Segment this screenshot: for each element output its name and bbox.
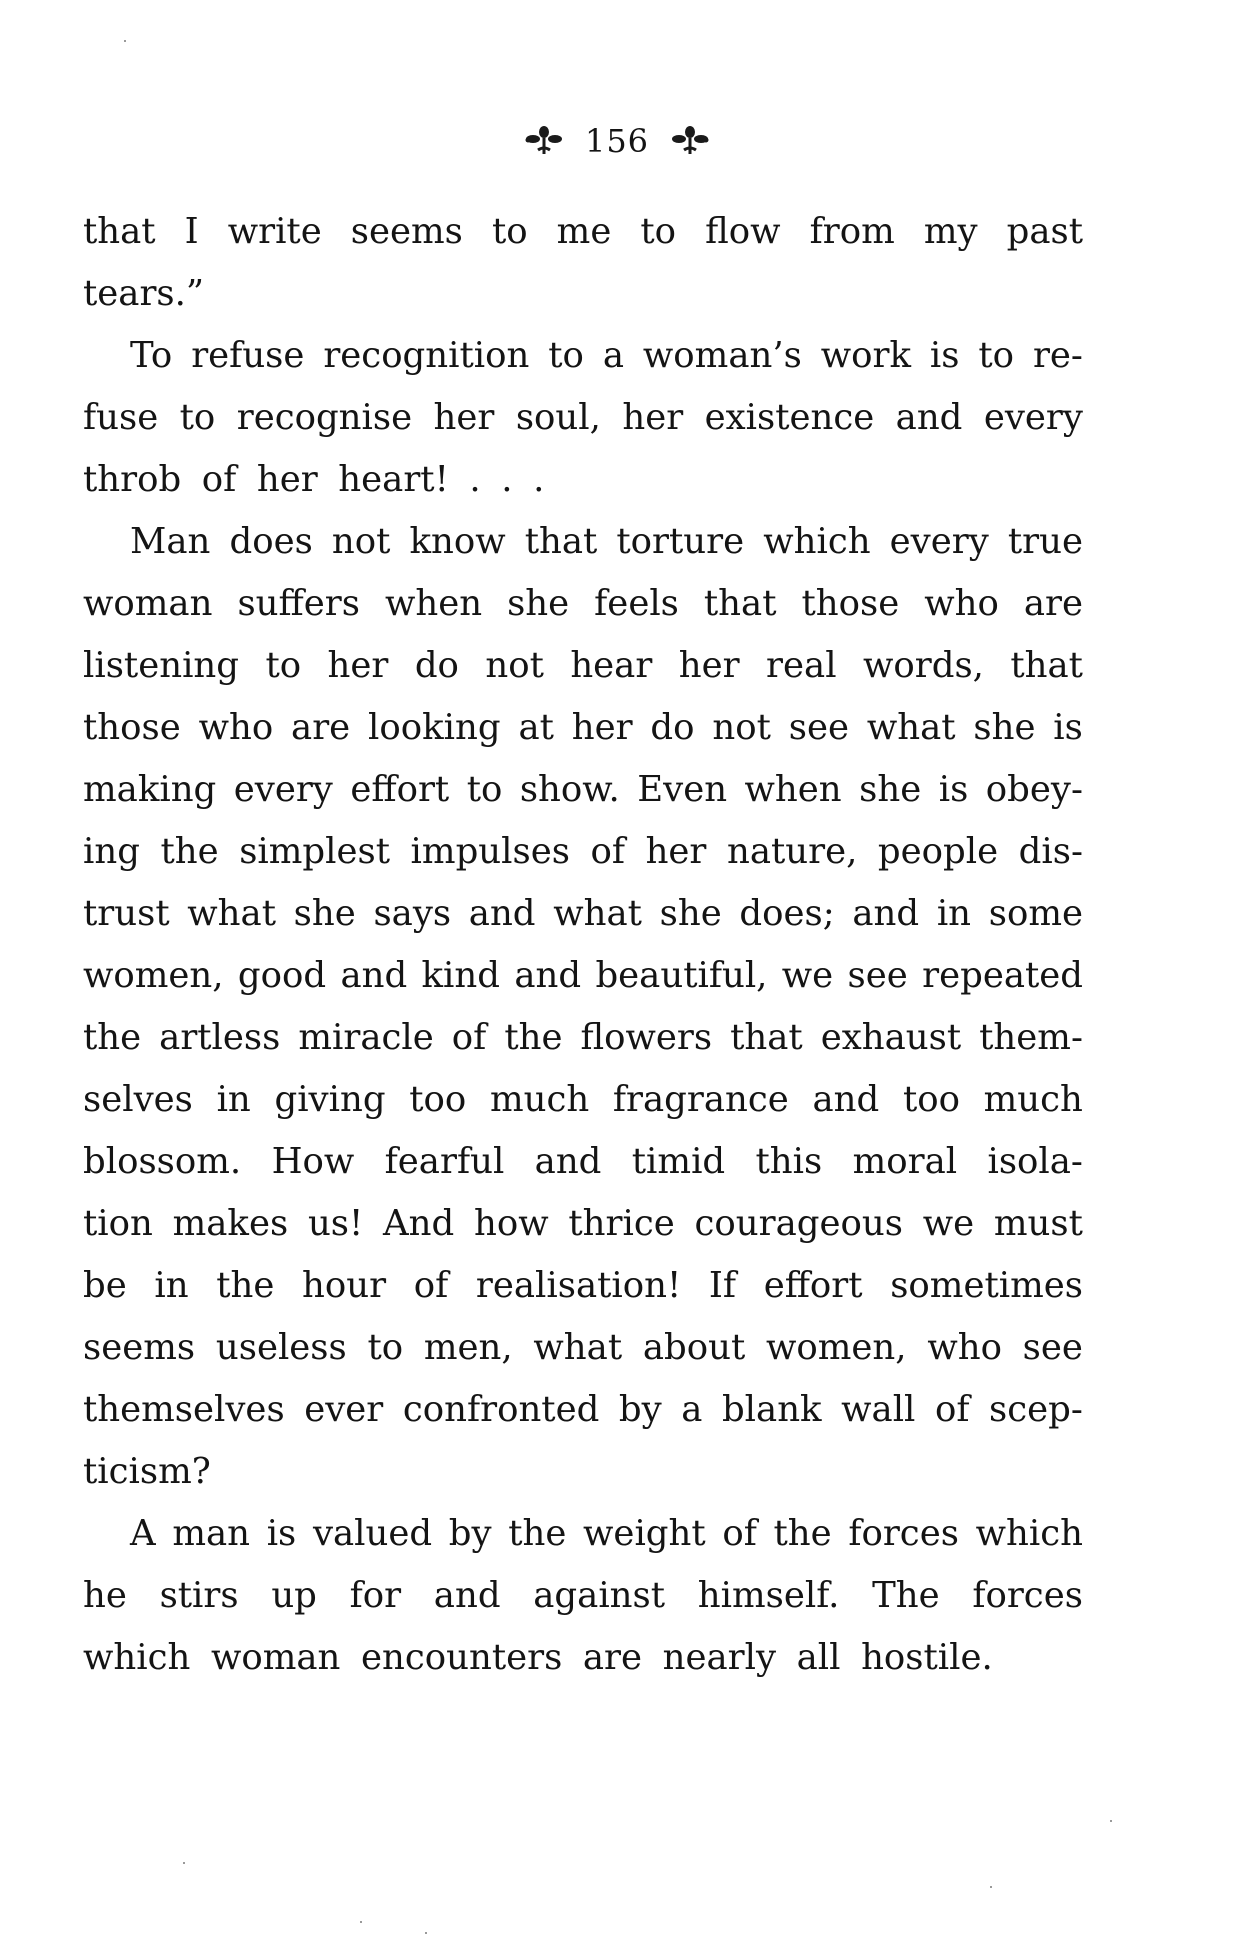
word: in: [154, 1265, 189, 1306]
word: throb: [83, 459, 182, 500]
word: not: [485, 645, 544, 686]
word: is: [929, 335, 960, 376]
word: me: [556, 211, 612, 252]
word: If: [708, 1265, 737, 1306]
word: selves: [83, 1079, 193, 1120]
word: the: [508, 1513, 567, 1554]
word: of: [722, 1513, 757, 1554]
word: repeated: [922, 955, 1083, 996]
word: her: [571, 707, 633, 748]
word: re-: [1032, 335, 1083, 376]
word: to: [265, 645, 302, 686]
word: she: [973, 707, 1036, 748]
text-line: [83, 1565, 1083, 1627]
word: every: [983, 397, 1083, 438]
word: does: [229, 521, 313, 562]
word: wall: [841, 1389, 916, 1430]
text-line: [83, 573, 1083, 635]
word: of: [413, 1265, 449, 1306]
word: to: [367, 1327, 404, 1368]
word: she: [859, 769, 922, 810]
word: what: [866, 707, 956, 748]
text-line: [83, 325, 1083, 387]
word: the: [216, 1265, 275, 1306]
word: women,: [83, 955, 224, 996]
word: feels: [594, 583, 679, 624]
word: ticism?: [83, 1451, 211, 1492]
text-line: [83, 1131, 1083, 1193]
word: .: [469, 459, 481, 500]
word: flow: [705, 211, 781, 252]
word: she: [659, 893, 722, 934]
word: recognise: [236, 397, 413, 438]
scan-speck: [425, 1932, 427, 1934]
word: us!: [307, 1203, 364, 1244]
word: words,: [862, 645, 984, 686]
word: existence: [704, 397, 875, 438]
word: that: [703, 583, 777, 624]
word: to: [640, 211, 677, 252]
word: forces: [972, 1575, 1083, 1616]
word: the: [160, 831, 219, 872]
word: and: [852, 893, 920, 934]
word: torture: [616, 521, 745, 562]
word: which: [83, 1637, 191, 1678]
text-line: [83, 945, 1083, 1007]
page-header: [0, 114, 1234, 168]
word: forces: [848, 1513, 959, 1554]
word: seems: [83, 1327, 196, 1368]
text-line: [83, 1007, 1083, 1069]
word: suffers: [237, 583, 360, 624]
word: exhaust: [820, 1017, 962, 1058]
word: much: [489, 1079, 590, 1120]
word: that: [730, 1017, 803, 1058]
word: hour: [302, 1265, 387, 1306]
word: what: [187, 893, 276, 934]
word: Man: [130, 521, 211, 562]
word: people: [877, 831, 999, 872]
word: do: [414, 645, 459, 686]
word: are: [1023, 583, 1083, 624]
word: her: [622, 397, 684, 438]
word: up: [271, 1575, 317, 1616]
word: woman’s: [642, 335, 802, 376]
word: when: [384, 583, 483, 624]
text-line: [83, 1069, 1083, 1131]
word: who: [924, 583, 999, 624]
word: which: [763, 521, 871, 562]
word: every: [233, 769, 333, 810]
word: encounters: [360, 1637, 563, 1678]
fleuron-right-icon: [671, 124, 709, 158]
scan-speck: [990, 1886, 992, 1888]
word: past: [1006, 211, 1083, 252]
word: show.: [519, 769, 620, 810]
word: realisation!: [475, 1265, 682, 1306]
word: stirs: [159, 1575, 239, 1616]
word: do: [650, 707, 695, 748]
word: true: [1007, 521, 1083, 562]
text-line: [83, 1317, 1083, 1379]
word: artless: [159, 1017, 281, 1058]
word: A: [130, 1513, 156, 1554]
word: making: [83, 769, 217, 810]
word: we: [922, 1203, 975, 1244]
word: good: [237, 955, 327, 996]
word: thrice: [568, 1203, 675, 1244]
word: of: [201, 459, 237, 500]
word: fearful: [384, 1141, 505, 1182]
word: of: [934, 1389, 970, 1430]
word: soul,: [515, 397, 601, 438]
word: what: [553, 893, 642, 934]
word: I: [184, 211, 199, 252]
word: scep-: [989, 1389, 1083, 1430]
scan-speck: [360, 1921, 362, 1923]
text-line: [83, 1379, 1083, 1441]
word: too: [409, 1079, 467, 1120]
word: not: [331, 521, 391, 562]
word: are: [291, 707, 351, 748]
word: woman: [210, 1637, 341, 1678]
word: dis-: [1018, 831, 1083, 872]
text-line: [83, 697, 1083, 759]
word: and: [895, 397, 963, 438]
word: how: [474, 1203, 549, 1244]
word: for: [349, 1575, 402, 1616]
word: effort: [350, 769, 450, 810]
word: her: [433, 397, 495, 438]
word: looking: [368, 707, 501, 748]
text-line: [83, 635, 1083, 697]
word: by: [618, 1389, 662, 1430]
scan-speck: [183, 1862, 185, 1864]
word: what: [533, 1327, 623, 1368]
word: tears.”: [83, 273, 205, 314]
word: all: [796, 1637, 841, 1678]
word: does;: [739, 893, 835, 934]
word: we: [781, 955, 834, 996]
word: giving: [274, 1079, 386, 1120]
word: miracle: [298, 1017, 434, 1058]
word: is: [266, 1513, 297, 1554]
word: not: [712, 707, 771, 748]
word: every: [889, 521, 989, 562]
word: by: [448, 1513, 492, 1554]
word: a: [602, 335, 624, 376]
text-line: [83, 511, 1083, 573]
word: of: [590, 831, 626, 872]
word: ing: [83, 831, 140, 872]
word: to: [179, 397, 216, 438]
word: her: [645, 831, 707, 872]
fleuron-left-icon: [525, 124, 563, 158]
word: tion: [83, 1203, 153, 1244]
word: my: [923, 211, 978, 252]
body-text: [83, 201, 1083, 1689]
word: much: [983, 1079, 1083, 1120]
word: The: [872, 1575, 940, 1616]
scan-speck: [1110, 1820, 1112, 1822]
word: impulses: [410, 831, 570, 872]
word: to: [491, 211, 528, 252]
word: ever: [304, 1389, 384, 1430]
word: against: [533, 1575, 666, 1616]
word: at: [518, 707, 554, 748]
word: nearly: [662, 1637, 777, 1678]
page-number: 156: [584, 122, 650, 160]
word: moral: [852, 1141, 958, 1182]
word: valued: [312, 1513, 433, 1554]
word: and: [468, 893, 536, 934]
word: flowers: [580, 1017, 713, 1058]
word: refuse: [191, 335, 305, 376]
word: How: [271, 1141, 355, 1182]
word: hear: [570, 645, 653, 686]
text-line: [83, 263, 1083, 325]
word: listening: [83, 645, 240, 686]
word: says: [373, 893, 452, 934]
word: recognition: [323, 335, 530, 376]
word: .: [533, 459, 545, 500]
word: and: [514, 955, 582, 996]
word: and: [340, 955, 408, 996]
word: is: [1053, 707, 1083, 748]
word: a: [681, 1389, 703, 1430]
word: she: [507, 583, 570, 624]
word: her: [327, 645, 389, 686]
word: isola-: [987, 1141, 1083, 1182]
word: of: [451, 1017, 487, 1058]
word: write: [227, 211, 322, 252]
word: to: [548, 335, 584, 376]
word: kind: [421, 955, 501, 996]
word: women,: [765, 1327, 907, 1368]
word: that: [1010, 645, 1083, 686]
word: those: [83, 707, 181, 748]
word: courageous: [694, 1203, 903, 1244]
text-line: [83, 1503, 1083, 1565]
text-line: [83, 1255, 1083, 1317]
word: makes: [172, 1203, 289, 1244]
word: her: [678, 645, 740, 686]
word: .: [501, 459, 513, 500]
word: he: [83, 1575, 127, 1616]
word: nature,: [726, 831, 858, 872]
text-line: [83, 1627, 1083, 1689]
word: hostile.: [861, 1637, 993, 1678]
word: some: [988, 893, 1083, 934]
word: see: [847, 955, 908, 996]
word: real: [766, 645, 837, 686]
word: And: [383, 1203, 455, 1244]
word: and: [433, 1575, 501, 1616]
word: that: [83, 211, 156, 252]
word: know: [409, 521, 506, 562]
word: she: [293, 893, 356, 934]
word: this: [755, 1141, 823, 1182]
word: in: [936, 893, 972, 934]
text-line: [83, 387, 1083, 449]
word: be: [83, 1265, 127, 1306]
word: woman: [83, 583, 213, 624]
word: the: [83, 1017, 142, 1058]
word: useless: [215, 1327, 347, 1368]
word: timid: [631, 1141, 726, 1182]
word: which: [975, 1513, 1083, 1554]
word: simplest: [239, 831, 390, 872]
word: seems: [350, 211, 463, 252]
text-line: [83, 821, 1083, 883]
word: in: [216, 1079, 251, 1120]
word: the: [504, 1017, 563, 1058]
word: work: [820, 335, 912, 376]
word: must: [993, 1203, 1083, 1244]
word: heart!: [338, 459, 449, 500]
word: fuse: [83, 397, 159, 438]
word: her: [256, 459, 318, 500]
word: and: [812, 1079, 880, 1120]
text-line: [83, 1193, 1083, 1255]
word: see: [788, 707, 849, 748]
word: them-: [979, 1017, 1083, 1058]
text-line: [83, 1441, 1083, 1503]
word: is: [938, 769, 969, 810]
word: effort: [763, 1265, 863, 1306]
word: blank: [721, 1389, 822, 1430]
word: that: [524, 521, 598, 562]
scan-speck: [124, 40, 126, 42]
word: the: [773, 1513, 832, 1554]
word: sometimes: [890, 1265, 1083, 1306]
word: Even: [637, 769, 728, 810]
text-line: [83, 883, 1083, 945]
word: obey-: [985, 769, 1083, 810]
word: man: [172, 1513, 251, 1554]
word: men,: [423, 1327, 513, 1368]
word: blossom.: [83, 1141, 242, 1182]
word: who: [927, 1327, 1002, 1368]
word: too: [902, 1079, 960, 1120]
word: himself.: [697, 1575, 840, 1616]
word: to: [978, 335, 1015, 376]
word: weight: [583, 1513, 706, 1554]
word: who: [198, 707, 274, 748]
word: when: [744, 769, 842, 810]
word: about: [642, 1327, 746, 1368]
word: and: [534, 1141, 602, 1182]
word: see: [1022, 1327, 1083, 1368]
word: from: [809, 211, 895, 252]
word: to: [466, 769, 503, 810]
word: are: [582, 1637, 643, 1678]
word: confronted: [402, 1389, 600, 1430]
word: trust: [83, 893, 170, 934]
word: To: [130, 335, 173, 376]
word: fragrance: [612, 1079, 789, 1120]
word: those: [801, 583, 900, 624]
word: beautiful,: [595, 955, 768, 996]
word: themselves: [83, 1389, 285, 1430]
text-line: [83, 759, 1083, 821]
text-line: [83, 449, 1083, 511]
text-line: [83, 201, 1083, 263]
